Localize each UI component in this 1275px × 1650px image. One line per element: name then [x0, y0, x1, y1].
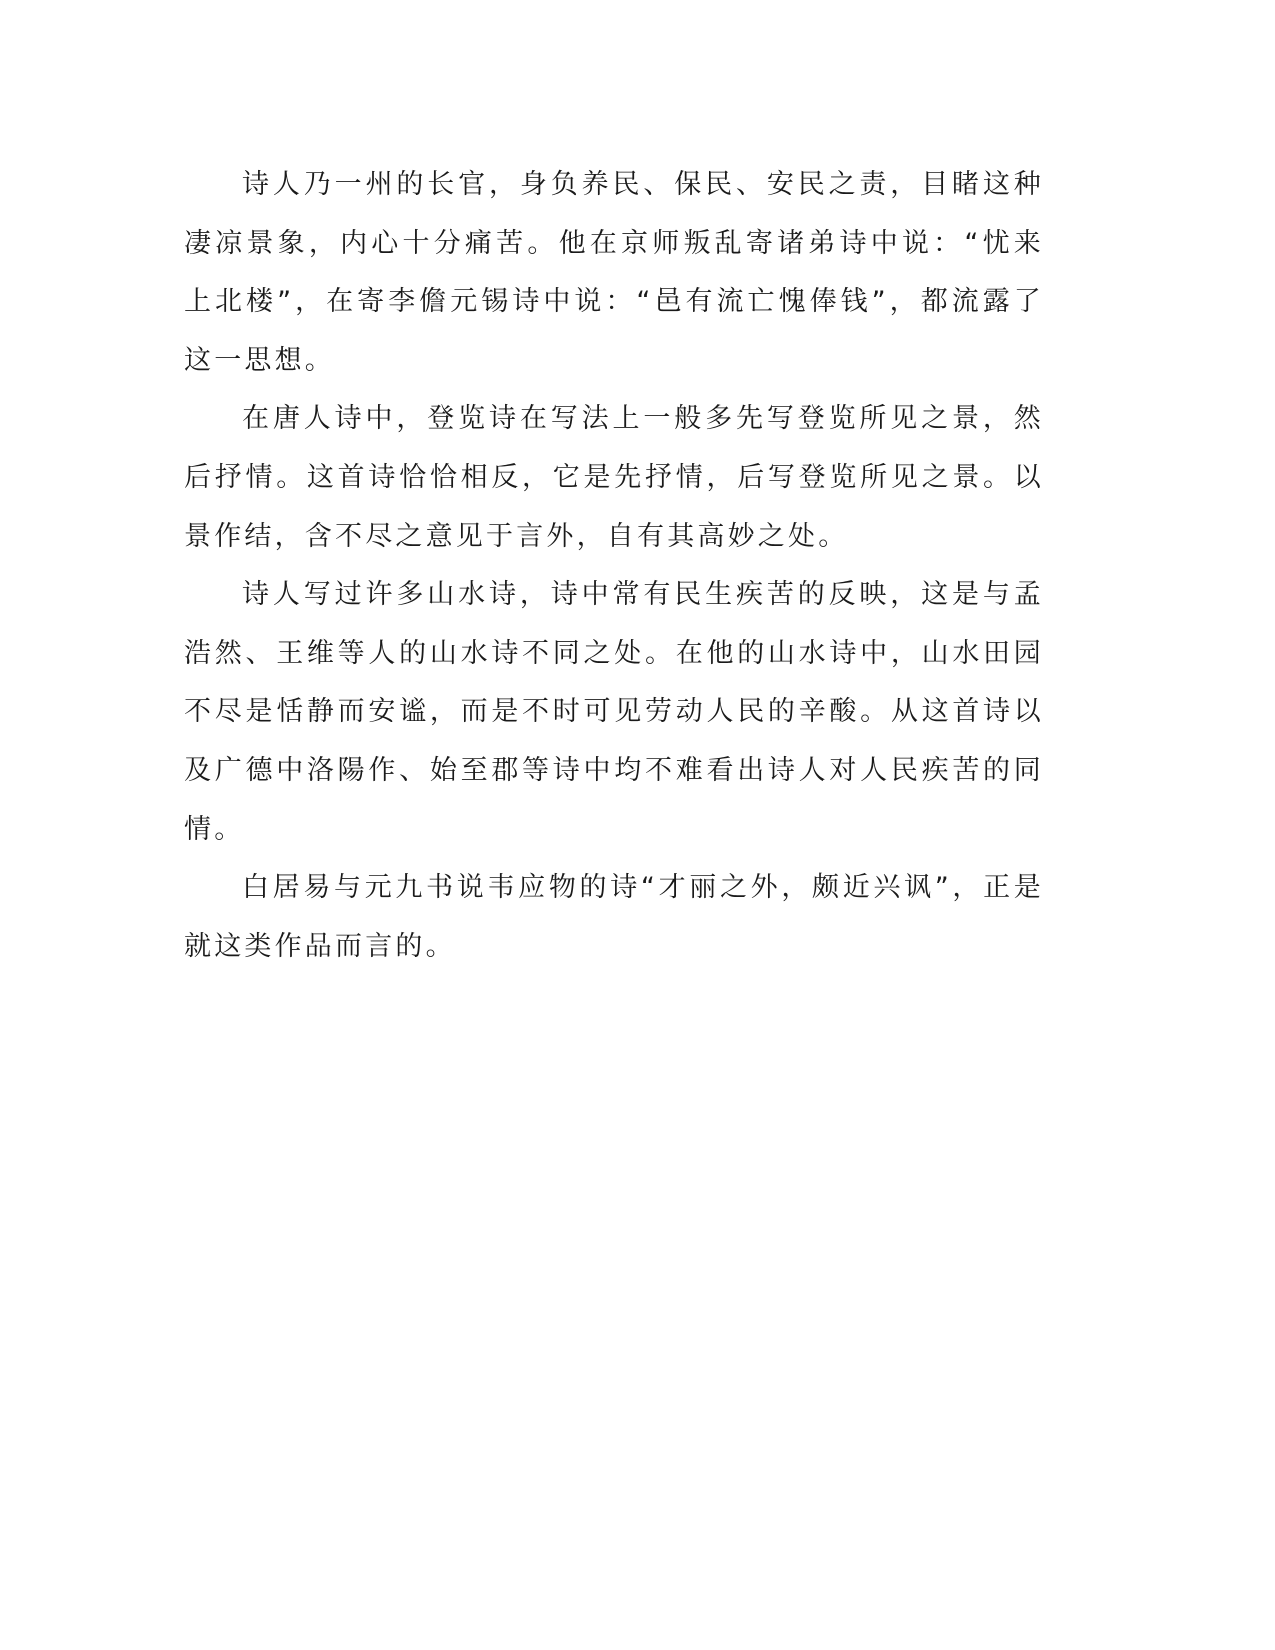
paragraph-4: 白居易与元九书说韦应物的诗“才丽之外，颇近兴讽”，正是就这类作品而言的。 — [184, 872, 1044, 962]
paragraph-1: 诗人乃一州的长官，身负养民、保民、安民之责，目睹这种凄凉景象，内心十分痛苦。他在京师叛乱寄诸弟诗中说：“忧来上北楼”，在寄李儋元锡诗中说：“邑有流亡愧俸钱”，都流露了这一思想。 — [184, 169, 1044, 376]
document-body — [184, 156, 1044, 976]
paragraph-2: 在唐人诗中，登览诗在写法上一般多先写登览所见之景，然后抒情。这首诗恰恰相反，它是先抒情，后写登览所见之景。以景作结，含不尽之意见于言外，自有其高妙之处。 — [184, 403, 1044, 552]
paragraph-3: 诗人写过许多山水诗，诗中常有民生疾苦的反映，这是与孟浩然、王维等人的山水诗不同之处。在他的山水诗中，山水田园不尽是恬静而安谧，而是不时可见劳动人民的辛酸。从这首诗以及广德中洛陽作、始至郡等诗中均不难看出诗人对人民疾苦的同情。 — [184, 579, 1044, 845]
